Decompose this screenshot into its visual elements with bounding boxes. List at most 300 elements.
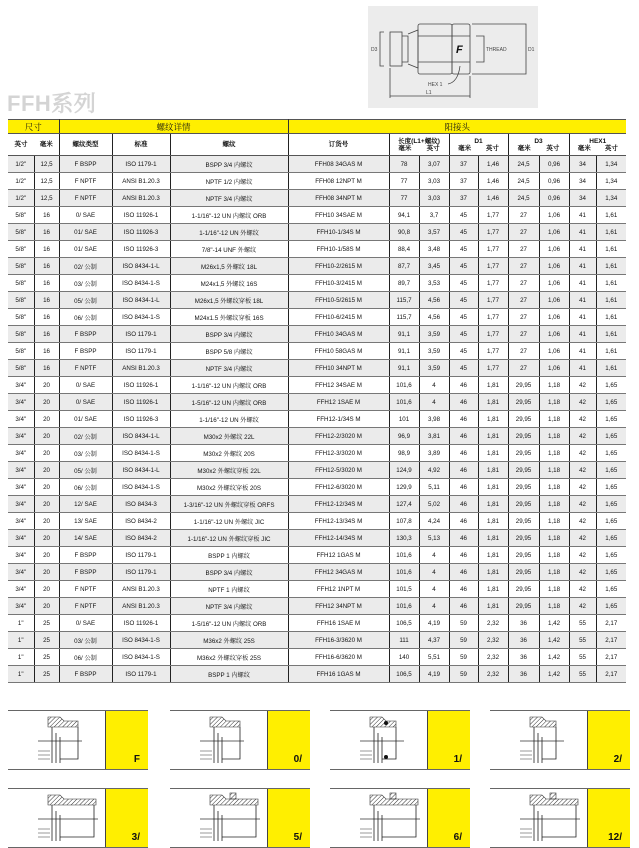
table-row xyxy=(8,241,626,258)
cell-length-inch: 3,07 xyxy=(419,156,449,173)
coupling-drawing-icon xyxy=(368,6,538,108)
cell-thread: M24x1,5 外螺纹 16S xyxy=(170,275,288,292)
table-row xyxy=(8,428,626,445)
cell-hex1-mm: 41 xyxy=(569,292,596,309)
cell-order-no: FFH08 34GAS M xyxy=(288,156,389,173)
thread-type-tile xyxy=(490,788,630,848)
cell-mm: 20 xyxy=(34,598,59,615)
cell-thread: BSPP 5/8 内螺纹 xyxy=(170,343,288,360)
cell-length-mm: 101,6 xyxy=(389,394,419,411)
col-d1-mm: 毫米 xyxy=(458,144,472,152)
cell-d1-mm: 46 xyxy=(449,547,478,564)
table-row xyxy=(8,275,626,292)
group-thread-details: 螺纹详情 xyxy=(59,120,288,134)
cell-thread-type: F NPTF xyxy=(59,598,112,615)
cell-d1-inch: 1,81 xyxy=(478,513,508,530)
cell-standard: ISO 1179-1 xyxy=(112,156,170,173)
cell-d1-mm: 46 xyxy=(449,445,478,462)
cell-standard: ISO 11926-1 xyxy=(112,207,170,224)
cell-hex1-mm: 42 xyxy=(569,496,596,513)
cell-order-no: FFH12 34SAE M xyxy=(288,377,389,394)
cell-inch: 5/8" xyxy=(8,343,34,360)
cell-inch: 3/4" xyxy=(8,394,34,411)
cell-length-mm: 101 xyxy=(389,411,419,428)
cell-inch: 5/8" xyxy=(8,309,34,326)
cell-d3-mm: 29,95 xyxy=(508,377,539,394)
cell-d3-mm: 24,5 xyxy=(508,190,539,207)
cell-length-inch: 4 xyxy=(419,547,449,564)
cell-order-no: FFH16-6/3620 M xyxy=(288,649,389,666)
cell-hex1-mm: 42 xyxy=(569,377,596,394)
thread-type-tile xyxy=(490,710,630,770)
cell-standard: ISO 8434-2 xyxy=(112,513,170,530)
cell-thread-type: 0/ SAE xyxy=(59,207,112,224)
cell-length-mm: 140 xyxy=(389,649,419,666)
cell-order-no: FFH10-1/58S M xyxy=(288,241,389,258)
cell-d3-inch: 1,18 xyxy=(539,564,569,581)
cell-inch: 1/2" xyxy=(8,156,34,173)
cell-d1-inch: 1,81 xyxy=(478,445,508,462)
cell-d1-inch: 1,46 xyxy=(478,190,508,207)
cell-d3-mm: 29,95 xyxy=(508,581,539,598)
cell-length-inch: 5,13 xyxy=(419,530,449,547)
cell-d1-mm: 45 xyxy=(449,224,478,241)
cell-length-mm: 77 xyxy=(389,173,419,190)
cell-d1-mm: 59 xyxy=(449,649,478,666)
cell-length-inch: 3,59 xyxy=(419,326,449,343)
col-thread-type: 螺纹类型 xyxy=(59,134,112,156)
spec-table xyxy=(8,119,626,683)
thread-type-tile xyxy=(330,788,470,848)
cell-order-no: FFH12 1GAS M xyxy=(288,547,389,564)
cell-hex1-inch: 1,65 xyxy=(596,479,626,496)
tile-label-box xyxy=(427,711,470,769)
cell-d1-inch: 1,81 xyxy=(478,479,508,496)
cell-length-inch: 4,56 xyxy=(419,292,449,309)
cell-order-no: FFH12-13/34S M xyxy=(288,513,389,530)
cell-order-no: FFH16 1GAS M xyxy=(288,666,389,683)
cell-d1-mm: 46 xyxy=(449,581,478,598)
cell-d3-mm: 29,95 xyxy=(508,411,539,428)
cell-d3-inch: 1,18 xyxy=(539,530,569,547)
cell-order-no: FFH10 34NPT M xyxy=(288,360,389,377)
cell-d3-mm: 29,95 xyxy=(508,530,539,547)
cell-order-no: FFH12-2/3020 M xyxy=(288,428,389,445)
cell-d3-inch: 1,06 xyxy=(539,224,569,241)
cell-thread-type: 14/ SAE xyxy=(59,530,112,547)
cell-thread: NPTF 3/4 内螺纹 xyxy=(170,598,288,615)
cell-length-inch: 3,81 xyxy=(419,428,449,445)
cell-mm: 20 xyxy=(34,394,59,411)
table-row xyxy=(8,649,626,666)
cell-hex1-mm: 42 xyxy=(569,428,596,445)
cell-d3-mm: 29,95 xyxy=(508,598,539,615)
cell-standard: ISO 1179-1 xyxy=(112,666,170,683)
cell-hex1-inch: 1,65 xyxy=(596,445,626,462)
cell-thread-type: F NPTF xyxy=(59,190,112,207)
cell-d1-inch: 1,46 xyxy=(478,156,508,173)
cell-hex1-mm: 42 xyxy=(569,564,596,581)
cell-inch: 5/8" xyxy=(8,292,34,309)
cell-hex1-inch: 1,61 xyxy=(596,360,626,377)
cell-length-inch: 3,45 xyxy=(419,258,449,275)
table-row xyxy=(8,615,626,632)
cell-order-no: FFH12-6/3020 M xyxy=(288,479,389,496)
cell-thread-type: 06/ 公制 xyxy=(59,649,112,666)
cell-thread-type: 02/ 公制 xyxy=(59,428,112,445)
tile-label: F xyxy=(133,754,140,765)
cell-d1-mm: 59 xyxy=(449,666,478,683)
cell-length-mm: 106,5 xyxy=(389,615,419,632)
cell-thread: 1-1/16"-12 UN 外螺纹 xyxy=(170,411,288,428)
cell-hex1-inch: 1,65 xyxy=(596,394,626,411)
cell-d3-inch: 1,06 xyxy=(539,292,569,309)
cell-order-no: FFH10-1/34S M xyxy=(288,224,389,241)
cell-length-mm: 91,1 xyxy=(389,326,419,343)
cell-hex1-mm: 41 xyxy=(569,275,596,292)
cell-d1-mm: 46 xyxy=(449,479,478,496)
cell-length-mm: 130,3 xyxy=(389,530,419,547)
cell-length-mm: 129,9 xyxy=(389,479,419,496)
cell-d1-inch: 1,77 xyxy=(478,224,508,241)
cell-hex1-mm: 41 xyxy=(569,224,596,241)
cell-d3-inch: 1,42 xyxy=(539,632,569,649)
cell-length-inch: 3,59 xyxy=(419,360,449,377)
cell-standard: ISO 11926-3 xyxy=(112,241,170,258)
cell-hex1-mm: 55 xyxy=(569,615,596,632)
col-length-mm: 毫米 xyxy=(398,144,412,152)
cell-length-inch: 4 xyxy=(419,581,449,598)
cell-d3-inch: 1,18 xyxy=(539,462,569,479)
cell-d3-inch: 1,18 xyxy=(539,547,569,564)
cell-thread: M26x1,5 外螺纹穿板 18L xyxy=(170,292,288,309)
cell-thread: 1-1/16"-12 UN 外螺纹 JIC xyxy=(170,513,288,530)
cell-hex1-mm: 42 xyxy=(569,479,596,496)
cell-mm: 20 xyxy=(34,462,59,479)
col-length-inch: 英寸 xyxy=(426,144,440,152)
cell-inch: 3/4" xyxy=(8,530,34,547)
cell-order-no: FFH12 34GAS M xyxy=(288,564,389,581)
col-d1 xyxy=(449,134,508,156)
table-row xyxy=(8,224,626,241)
cell-thread-type: 06/ 公制 xyxy=(59,309,112,326)
cell-hex1-inch: 1,65 xyxy=(596,377,626,394)
cell-standard: ISO 8434-1-S xyxy=(112,275,170,292)
cell-mm: 25 xyxy=(34,615,59,632)
cell-thread: BSPP 3/4 内螺纹 xyxy=(170,156,288,173)
cell-hex1-mm: 42 xyxy=(569,411,596,428)
cell-mm: 20 xyxy=(34,445,59,462)
cell-hex1-inch: 1,61 xyxy=(596,309,626,326)
cell-thread-type: 0/ SAE xyxy=(59,615,112,632)
col-d1-title: D1 xyxy=(474,137,483,145)
cell-d1-inch: 1,46 xyxy=(478,173,508,190)
cell-d3-mm: 36 xyxy=(508,632,539,649)
col-order-no: 订货号 xyxy=(288,134,389,156)
cell-length-mm: 101,6 xyxy=(389,547,419,564)
thread-type-tile xyxy=(170,788,310,848)
cell-standard: ISO 8434-1-L xyxy=(112,428,170,445)
cell-d1-inch: 1,77 xyxy=(478,309,508,326)
cell-length-mm: 78 xyxy=(389,156,419,173)
cell-mm: 16 xyxy=(34,224,59,241)
cell-length-mm: 115,7 xyxy=(389,309,419,326)
cell-thread: 1-5/16"-12 UN 内螺纹 ORB xyxy=(170,394,288,411)
cell-length-inch: 4 xyxy=(419,598,449,615)
cell-hex1-mm: 41 xyxy=(569,326,596,343)
cell-mm: 20 xyxy=(34,411,59,428)
cell-d1-mm: 37 xyxy=(449,173,478,190)
table-row xyxy=(8,666,626,683)
cell-hex1-mm: 42 xyxy=(569,445,596,462)
cell-mm: 20 xyxy=(34,547,59,564)
cell-d3-mm: 36 xyxy=(508,615,539,632)
cell-d1-mm: 45 xyxy=(449,309,478,326)
cell-d3-inch: 1,06 xyxy=(539,275,569,292)
cell-d1-mm: 37 xyxy=(449,156,478,173)
cell-thread: M24x1.5 外螺纹穿板 16S xyxy=(170,309,288,326)
table-row xyxy=(8,513,626,530)
col-inch: 英寸 xyxy=(8,134,34,156)
cell-d1-mm: 45 xyxy=(449,241,478,258)
cell-d1-inch: 2,32 xyxy=(478,649,508,666)
cell-order-no: FFH12 1NPT M xyxy=(288,581,389,598)
cell-d1-mm: 46 xyxy=(449,513,478,530)
col-d3-mm: 毫米 xyxy=(517,144,531,152)
cell-d1-inch: 1,81 xyxy=(478,581,508,598)
cell-d3-inch: 1,42 xyxy=(539,666,569,683)
col-length xyxy=(389,134,449,156)
cell-hex1-inch: 1,65 xyxy=(596,530,626,547)
cell-thread: 1-1/16"-12 UN 外螺纹穿板 JIC xyxy=(170,530,288,547)
col-hex1-mm: 毫米 xyxy=(577,144,591,152)
cell-hex1-mm: 42 xyxy=(569,530,596,547)
table-row xyxy=(8,207,626,224)
tile-label: 6/ xyxy=(453,832,462,843)
cell-inch: 1" xyxy=(8,615,34,632)
cell-thread: M26x1,5 外螺纹 18L xyxy=(170,258,288,275)
cell-inch: 3/4" xyxy=(8,547,34,564)
cell-d3-mm: 29,95 xyxy=(508,394,539,411)
cell-d3-inch: 0,96 xyxy=(539,190,569,207)
cell-length-mm: 107,8 xyxy=(389,513,419,530)
cell-d1-mm: 45 xyxy=(449,343,478,360)
cell-thread-type: F NPTF xyxy=(59,173,112,190)
cell-d3-inch: 1,18 xyxy=(539,394,569,411)
cell-hex1-inch: 1,61 xyxy=(596,241,626,258)
tile-label-box xyxy=(587,711,630,769)
cell-hex1-inch: 1,65 xyxy=(596,598,626,615)
table-row xyxy=(8,564,626,581)
metric-s-male-icon xyxy=(38,791,98,845)
cell-hex1-inch: 1,65 xyxy=(596,411,626,428)
cell-thread: 7/8"-14 UNF 外螺纹 xyxy=(170,241,288,258)
cell-d1-mm: 59 xyxy=(449,615,478,632)
cell-length-inch: 3,98 xyxy=(419,411,449,428)
table-row xyxy=(8,598,626,615)
cell-length-mm: 88,4 xyxy=(389,241,419,258)
cell-length-mm: 91,1 xyxy=(389,360,419,377)
cell-inch: 3/4" xyxy=(8,411,34,428)
cell-hex1-inch: 2,17 xyxy=(596,615,626,632)
cell-mm: 25 xyxy=(34,649,59,666)
cell-d3-mm: 29,95 xyxy=(508,445,539,462)
cell-order-no: FFH16-3/3620 M xyxy=(288,632,389,649)
sae-orb-female-icon xyxy=(200,713,260,767)
cell-hex1-inch: 1,65 xyxy=(596,462,626,479)
cell-inch: 3/4" xyxy=(8,377,34,394)
cell-d1-inch: 1,81 xyxy=(478,428,508,445)
cell-hex1-inch: 1,34 xyxy=(596,173,626,190)
table-row xyxy=(8,394,626,411)
tile-label-box xyxy=(427,789,470,847)
cell-inch: 5/8" xyxy=(8,207,34,224)
cell-d3-inch: 1,06 xyxy=(539,326,569,343)
col-standard: 标准 xyxy=(112,134,170,156)
cell-inch: 3/4" xyxy=(8,445,34,462)
cell-d1-inch: 2,32 xyxy=(478,666,508,683)
cell-d3-inch: 1,06 xyxy=(539,207,569,224)
cell-length-mm: 101,6 xyxy=(389,377,419,394)
cell-order-no: FFH16 1SAE M xyxy=(288,615,389,632)
cell-standard: ISO 11926-1 xyxy=(112,615,170,632)
cell-order-no: FFH12-12/34S M xyxy=(288,496,389,513)
cell-length-mm: 124,9 xyxy=(389,462,419,479)
cell-d1-mm: 45 xyxy=(449,258,478,275)
metric-l-male-icon xyxy=(520,713,580,767)
cell-standard: ANSI B1.20.3 xyxy=(112,173,170,190)
d3-label: D3 xyxy=(371,47,378,53)
cell-thread-type: 01/ SAE xyxy=(59,241,112,258)
cell-hex1-mm: 42 xyxy=(569,513,596,530)
cell-order-no: FFH10 58GAS M xyxy=(288,343,389,360)
cell-d1-inch: 1,77 xyxy=(478,292,508,309)
tile-label: 3/ xyxy=(131,832,140,843)
group-size: 尺寸 xyxy=(8,120,59,134)
cell-standard: ANSI B1.20.3 xyxy=(112,581,170,598)
cell-inch: 3/4" xyxy=(8,581,34,598)
cell-hex1-mm: 34 xyxy=(569,156,596,173)
cell-hex1-mm: 42 xyxy=(569,394,596,411)
cell-thread-type: F NPTF xyxy=(59,581,112,598)
cell-standard: ISO 8434-1-S xyxy=(112,445,170,462)
cell-hex1-inch: 1,34 xyxy=(596,190,626,207)
cell-length-mm: 98,9 xyxy=(389,445,419,462)
col-thread: 螺纹 xyxy=(170,134,288,156)
table-row xyxy=(8,292,626,309)
cell-d1-inch: 2,32 xyxy=(478,632,508,649)
cell-thread: BSPP 1 内螺纹 xyxy=(170,547,288,564)
cell-hex1-inch: 1,65 xyxy=(596,428,626,445)
cell-d3-inch: 0,96 xyxy=(539,173,569,190)
cell-standard: ISO 8434-1-S xyxy=(112,479,170,496)
cell-d1-mm: 46 xyxy=(449,496,478,513)
cell-length-inch: 4,56 xyxy=(419,309,449,326)
cell-d3-mm: 27 xyxy=(508,309,539,326)
cell-standard: ANSI B1.20.3 xyxy=(112,598,170,615)
cell-thread-type: 03/ 公制 xyxy=(59,275,112,292)
col-length-title: 长度(L1+螺纹) xyxy=(398,137,440,145)
col-d3 xyxy=(508,134,569,156)
spec-table-body xyxy=(8,156,626,683)
cell-mm: 16 xyxy=(34,207,59,224)
table-row xyxy=(8,343,626,360)
table-row xyxy=(8,360,626,377)
cell-d3-mm: 24,5 xyxy=(508,156,539,173)
cell-inch: 1/2" xyxy=(8,173,34,190)
cell-thread-type: F BSPP xyxy=(59,326,112,343)
cell-order-no: FFH10-2/2615 M xyxy=(288,258,389,275)
cell-hex1-inch: 1,65 xyxy=(596,513,626,530)
thread-label: THREAD xyxy=(486,47,507,53)
metric-s-bulkhead-icon xyxy=(360,791,420,845)
cell-thread: M30x2 外螺纹 22L xyxy=(170,428,288,445)
cell-length-inch: 3,57 xyxy=(419,224,449,241)
table-row xyxy=(8,258,626,275)
cell-thread: NPTF 1 内螺纹 xyxy=(170,581,288,598)
metric-l-bulkhead-icon xyxy=(200,791,260,845)
sae-male-oring-icon xyxy=(360,713,420,767)
cell-thread-type: F NPTF xyxy=(59,360,112,377)
table-row xyxy=(8,530,626,547)
cell-hex1-mm: 41 xyxy=(569,309,596,326)
cell-order-no: FFH10-3/2415 M xyxy=(288,275,389,292)
cell-mm: 25 xyxy=(34,632,59,649)
cell-d1-mm: 46 xyxy=(449,411,478,428)
cell-thread-type: 03/ 公制 xyxy=(59,632,112,649)
cell-length-inch: 4,19 xyxy=(419,666,449,683)
cell-d3-inch: 1,42 xyxy=(539,615,569,632)
cell-mm: 20 xyxy=(34,581,59,598)
tile-label: 5/ xyxy=(293,832,302,843)
cell-hex1-inch: 2,17 xyxy=(596,649,626,666)
cell-d1-inch: 1,81 xyxy=(478,377,508,394)
cell-d3-mm: 27 xyxy=(508,275,539,292)
cell-length-inch: 3,59 xyxy=(419,343,449,360)
cell-d1-inch: 1,81 xyxy=(478,496,508,513)
cell-length-mm: 77 xyxy=(389,190,419,207)
table-row xyxy=(8,377,626,394)
cell-d1-inch: 1,77 xyxy=(478,360,508,377)
d1-label: D1 xyxy=(528,47,535,53)
cell-order-no: FFH10 34GAS M xyxy=(288,326,389,343)
cell-inch: 5/8" xyxy=(8,258,34,275)
cell-standard: ANSI B1.20.3 xyxy=(112,360,170,377)
cell-thread: M30x2 外螺纹穿板 22L xyxy=(170,462,288,479)
cell-order-no: FFH08 12NPT M xyxy=(288,173,389,190)
cell-length-inch: 4 xyxy=(419,394,449,411)
cell-mm: 12,5 xyxy=(34,156,59,173)
cell-thread: NPTF 3/4 内螺纹 xyxy=(170,190,288,207)
cell-hex1-mm: 42 xyxy=(569,462,596,479)
cell-standard: ISO 11926-1 xyxy=(112,394,170,411)
cell-standard: ISO 1179-1 xyxy=(112,343,170,360)
cell-d3-mm: 27 xyxy=(508,224,539,241)
cell-d3-inch: 1,06 xyxy=(539,258,569,275)
cell-thread-type: 05/ 公制 xyxy=(59,292,112,309)
table-row xyxy=(8,462,626,479)
cell-hex1-inch: 2,17 xyxy=(596,666,626,683)
cell-hex1-inch: 1,61 xyxy=(596,326,626,343)
cell-mm: 20 xyxy=(34,496,59,513)
cell-hex1-mm: 34 xyxy=(569,173,596,190)
cell-length-mm: 101,6 xyxy=(389,598,419,615)
table-row xyxy=(8,411,626,428)
col-hex1-inch: 英寸 xyxy=(604,144,618,152)
cell-mm: 20 xyxy=(34,479,59,496)
cell-length-inch: 3,48 xyxy=(419,241,449,258)
cell-hex1-mm: 42 xyxy=(569,598,596,615)
